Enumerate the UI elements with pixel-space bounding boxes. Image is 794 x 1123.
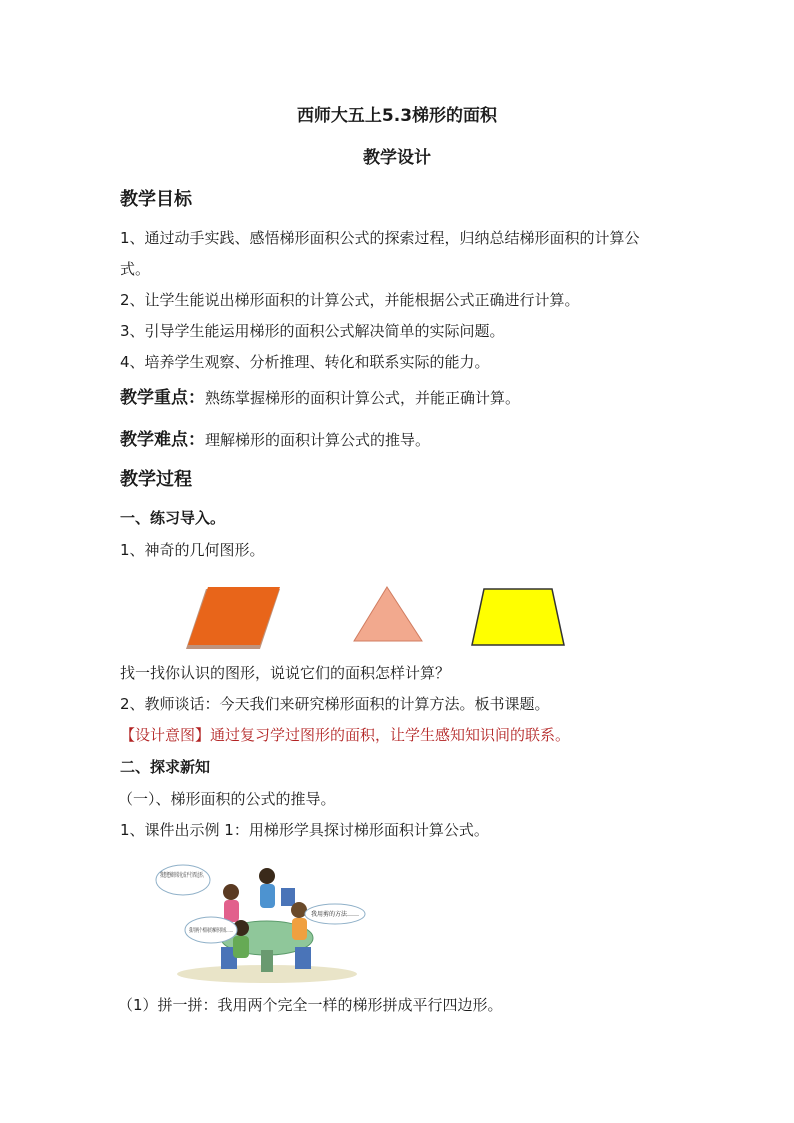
goal-item: 4、培养学生观察、分析推理、转化和联系实际的能力。: [120, 353, 490, 371]
design-intent: [120, 725, 570, 745]
student-body: [224, 900, 239, 922]
bubble-text: 我用剪的方法……: [310, 911, 360, 918]
student-body: [233, 936, 249, 958]
list-item: 1、神奇的几何图形。: [120, 541, 265, 559]
goal-item: 式。: [120, 260, 151, 278]
students-illustration: [155, 852, 370, 984]
key-point-label: 教学重点：: [120, 388, 205, 408]
document-title: 西师大五上5.3梯形的面积: [296, 106, 498, 126]
parallelogram-shape: [188, 587, 280, 645]
section-heading: 一、练习导入。: [120, 509, 226, 527]
question-text: 找一找你认识的图形，说说它们的面积怎样计算？: [120, 664, 451, 682]
student-head: [223, 884, 239, 900]
trapezoid-shape: [472, 589, 564, 645]
design-intent-label: 【设计意图】: [120, 726, 211, 744]
difficulty-point: [120, 430, 430, 450]
triangle-shape: [354, 587, 422, 641]
list-item: 2、教师谈话：今天我们来研究梯形面积的计算方法。板书课题。: [120, 695, 550, 713]
difficulty-text: 理解梯形的面积计算公式的推导。: [205, 431, 431, 449]
student-body: [292, 918, 307, 940]
chair: [281, 888, 295, 906]
chair: [295, 947, 311, 969]
goal-item: 2、让学生能说出梯形面积的计算公式，并能根据公式正确进行计算。: [120, 291, 580, 309]
goals-heading: 教学目标: [120, 189, 192, 210]
difficulty-label: 教学难点：: [120, 430, 205, 450]
goal-item: 3、引导学生能运用梯形的面积公式解决简单的实际问题。: [120, 322, 505, 340]
student-head: [259, 868, 275, 884]
key-point: [120, 388, 520, 408]
key-point-text: 熟练掌握梯形的面积计算公式，并能正确计算。: [205, 389, 521, 407]
design-intent-text: 通过复习学过图形的面积，让学生感知知识间的联系。: [210, 726, 571, 744]
speech-bubble: [156, 865, 245, 895]
bubble-text: 我想把梯形转化成平行四边形。: [160, 872, 245, 879]
section-heading: 二、探求新知: [120, 758, 211, 776]
student-head: [291, 902, 307, 918]
list-item: 1、课件出示例 1：用梯形学具探讨梯形面积计算公式。: [120, 821, 489, 839]
student-body: [260, 884, 275, 908]
geometry-shapes-figure: [180, 585, 580, 655]
process-heading: 教学过程: [120, 469, 192, 490]
document-subtitle: 教学设计: [363, 148, 431, 168]
step-item: （1）拼一拼：我用两个完全一样的梯形拼成平行四边形。: [118, 996, 503, 1014]
table-leg: [261, 950, 273, 972]
goal-item: 1、通过动手实践、感悟梯形面积公式的探索过程，归纳总结梯形面积的计算公: [120, 229, 640, 247]
subsection-heading: （一）、梯形面积的公式的推导。: [118, 790, 336, 808]
bubble-text: 我用两个相同的梯形拼成……: [189, 928, 261, 934]
